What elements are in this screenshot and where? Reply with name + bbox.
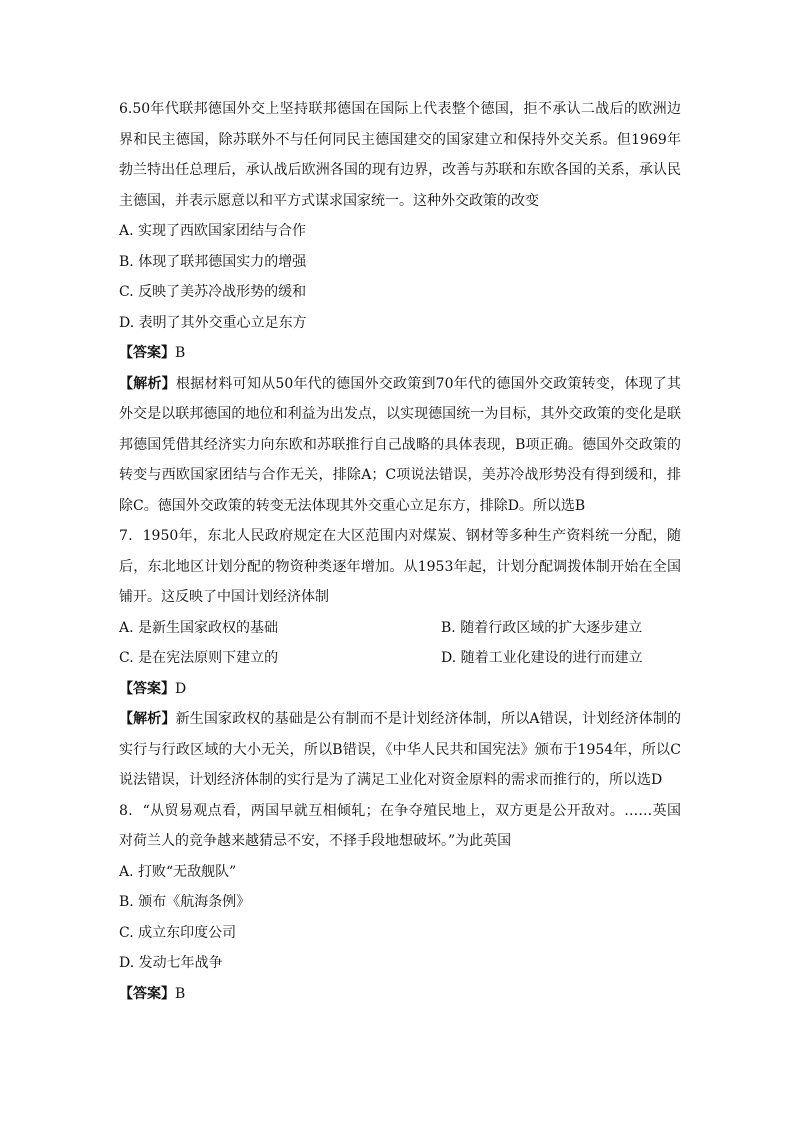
answer-value: B [175,985,186,1002]
question-6-option-c: C. 反映了美苏冷战形势的缓和 [119,284,307,300]
answer-value: B [175,345,186,361]
question-6-analysis [119,369,681,522]
question-7-option-c: C. 是在宪法原则下建立的 [119,650,279,666]
question-6-option-d: D. 表明了其外交重心立足东方 [119,314,307,331]
analysis-text: 新生国家政权的基础是公有制而不是计划经济体制，所以A错误，计划经济体制的实行与行政区域的大小无关，所以B错误，《中华人民共和国宪法》颁布于1954年，所以C说法错误，计划经济体制的实行是为了满足工业化对资金原料的需求而推行的，所以选D [119,711,682,788]
question-7-stem: 7．1950年，东北人民政府规定在大区范围内对煤炭、钢材等多种生产资料统一分配，随后，东北地区计划分配的物资种类逐年增加。从1953年起，计划分配调拨体制开始在全国铺开。这反映了中国计划经济体制 [119,528,681,605]
document-page [119,94,681,1009]
question-7-options [119,613,681,674]
answer-tag: 【答案】 [119,680,175,697]
question-7-option-b: B. 随着行政区域的扩大逐步建立 [441,619,643,636]
answer-tag: 【答案】 [119,345,175,361]
analysis-tag: 【解析】 [119,711,176,727]
analysis-text: 根据材料可知从50年代的德国外交政策到70年代的德国外交政策转变，体现了其外交是以联邦德国的地位和利益为出发点，以实现德国统一为目标，其外交政策的变化是联邦德国凭借其经济实力向东欧和苏联推行自己战略的具体表现，B项正确。德国外交政策的转变与西欧国家团结与合作无关，排除A；C项说法错误，美苏冷战形势没有得到缓和，排除C。德国外交政策的转变无法体现其外交重心立足东方，排除D。所以选B [119,375,681,514]
question-8-answer [119,979,681,1010]
question-8-option-d: D. 发动七年战争 [119,955,223,971]
question-6-stem: 6.50年代联邦德国外交上坚持联邦德国在国际上代表整个德国，拒不承认二战后的欧洲边界和民主德国，除苏联外不与任何同民主德国建交的国家建立和保持外交关系。但1969年勃兰特出任总理后，承认战后欧洲各国的现有边界，改善与苏联和东欧各国的关系，承认民主德国，并表示愿意以和平方式谋求国家统一。这种外交政策的改变 [119,101,681,209]
question-7-analysis [119,704,681,796]
question-7-option-a: A. 是新生国家政权的基础 [119,619,279,636]
question-6-option-a: A. 实现了西欧国家团结与合作 [119,223,307,239]
answer-tag: 【答案】 [119,985,175,1002]
question-7-option-d: D. 随着工业化建设的进行而建立 [441,650,643,666]
question-7-answer [119,674,681,705]
question-8-stem: 8．“从贸易观点看，两国早就互相倾轧；在争夺殖民地上，双方更是公开敌对。……英国对荷兰人的竞争越来越猜忌不安，不择手段地想破坏。”为此英国 [119,802,681,849]
question-6-answer [119,338,681,369]
question-6-option-b: B. 体现了联邦德国实力的增强 [119,253,307,270]
analysis-tag: 【解析】 [119,375,176,392]
question-8-option-a: A. 打败“无敌舰队” [119,863,237,880]
answer-value: D [175,680,187,697]
question-8-option-b: B. 颁布《航海条例》 [119,894,251,910]
question-8-option-c: C. 成立东印度公司 [119,924,237,941]
